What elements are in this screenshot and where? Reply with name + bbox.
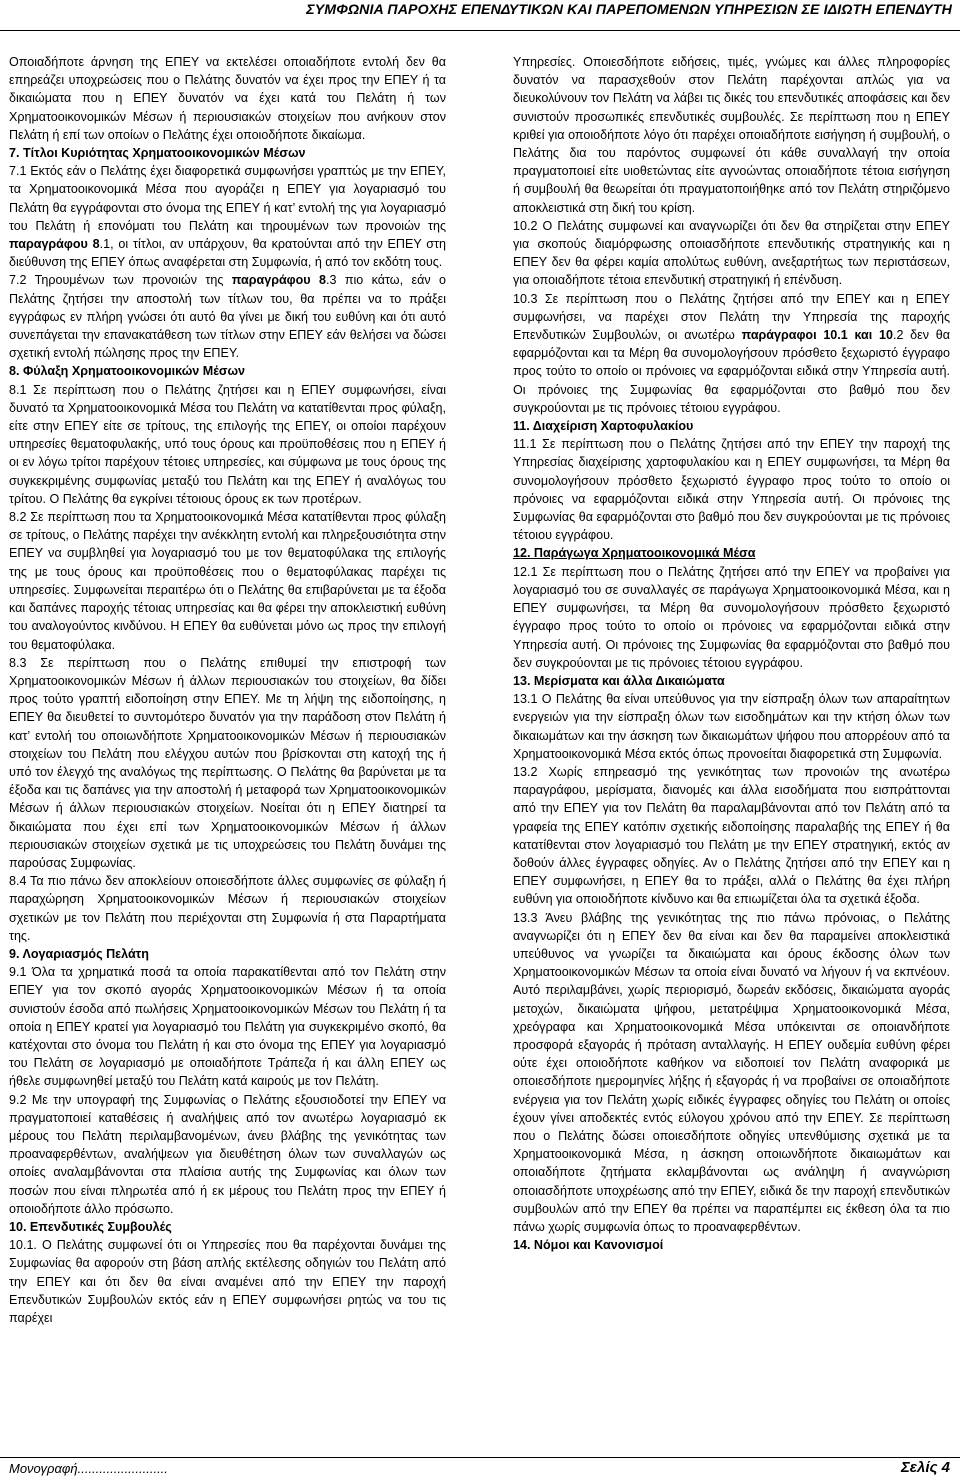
section-heading-14: 14. Νόμοι και Κανονισμοί [513, 1238, 664, 1253]
paragraph-10-2: 10.2 Ο Πελάτης συμφωνεί και αναγνωρίζει ότι δεν θα στηρίζεται στην ΕΠΕΥ για σκοπούς διαμόρφωσης οποιασδήποτε επενδυτικής στρατηγικής και η ΕΠΕΥ δεν θα φέρει καμία απολύτως ευθύνη, ανεξαρτήτως των περιστάσεων, για οποιαδήποτε τέτοια επενδυτική στρατηγική ή επένδυση. [513, 218, 950, 288]
paragraph-8-1: 8.1 Σε περίπτωση που ο Πελάτης ζητήσει και η ΕΠΕΥ συμφωνήσει, είναι δυνατό τα Χρηματοοικονομικά Μέσα του Πελάτη να κατατίθενται προς φύλαξη, είτε στην ΕΠΕΥ είτε σε τρίτους, της επιλογής της ΕΠΕΥ, οι οποίοι παρέχουν υπηρεσίες θεματοφυλακής, υπό τους όρους και προϋποθέσεις που η ΕΠΕΥ ή οι εν λόγω τρίτοι παρέχουν τέτοιες υπηρεσίες, και σύμφωνα με τους όρους της συγκεκριμένης συμφωνίας μεταξύ του Πελάτη και της ΕΠΕΥ ή αναλόγως του τρίτου. Ο Πελάτης θα εγκρίνει τέτοιους όρους εκ των προτέρων. [9, 382, 446, 506]
paragraph-8-3: 8.3 Σε περίπτωση που ο Πελάτης επιθυμεί την επιστροφή των Χρηματοοικονομικών Μέσων ή άλλων περιουσιακών του στοιχείων, θα δίδει προς τούτο γραπτή ειδοποίηση στην ΕΠΕΥ. Με τη λήψη της ειδοποίησης, η ΕΠΕΥ θα διευθετεί το συντομότερο δυνατόν για την παράδοση στον Πελάτη ή κατ’ εντολή του οποιωνδήποτε Χρηματοοικονομικών Μέσων ή περιουσιακών στοιχείων του Πελάτη που ελέγχου αυτών που βρίσκονται στη κατοχή της ή υπό τον έλεγχό της αναλόγως της περίπτωσης. Ο Πελάτης θα βαρύνεται με τα έξοδα και τις δαπάνες για την αποστολή ή μεταφορά των Χρηματοοικονομικών Μέσων ή άλλων περιουσιακών στοιχείων. Νοείται ότι η ΕΠΕΥ διατηρεί τα δικαιώματα που έχει επί των Χρηματοοικονομικών Μέσων ή άλλων περιουσιακών στοιχείων σχετικά με τις υποχρεώσεις του Πελάτη δυνάμει της παρούσας Συμφωνίας. [9, 655, 446, 870]
document-title: ΣΥΜΦΩΝΙΑ ΠΑΡΟΧΗΣ ΕΠΕΝΔΥΤΙΚΩΝ ΚΑΙ ΠΑΡΕΠΟΜΕΝΩΝ ΥΠΗΡΕΣΙΩΝ ΣΕ ΙΔΙΩΤΗ ΕΠΕΝΔΥΤΗ [306, 2, 952, 18]
paragraph-7-1: 7.1 Εκτός εάν ο Πελάτης έχει διαφορετικά συμφωνήσει γραπτώς με την ΕΠΕΥ, τα Χρηματοοικονομικά Μέσα που αγοράζει η ΕΠΕΥ για λογαριασμό του Πελάτη θα εγγράφονται στο όνομα της ΕΠΕΥ ή κατ’ εντολή της για λογαριασμό του Πελάτη ή επονόματι του Πελάτη και τηρουμένων των προνοιών της παραγράφου 8.1, οι τίτλοι, αν υπάρχουν, θα κρατούνται από την ΕΠΕΥ στη διεύθυνση της ΕΠΕΥ όπως αναφέρεται στη Συμφωνία, ή από τον εκδότη τους. [9, 164, 446, 270]
paragraph-8-4: 8.4 Τα πιο πάνω δεν αποκλείουν οποιεσδήποτε άλλες συμφωνίες σε φύλαξη ή παραχώρηση Χρηματοοικονομικών Μέσων ή περιουσιακών στοιχείων σχετικών με τον Πελάτη που περιέχονται στη Συμφωνία ή στα Παραρτήματα της. [9, 874, 446, 943]
section-heading-10: 10. Επενδυτικές Συμβουλές [9, 1220, 172, 1234]
paragraph-12-1: 12.1 Σε περίπτωση που ο Πελάτης ζητήσει από την ΕΠΕΥ να προβαίνει για λογαριασμό του σε συναλλαγές σε παράγωγα Χρηματοοικονομικά Μέσα, και η ΕΠΕΥ συμφωνήσει, τα Μέρη θα συνομολογήσουν πρόσθετο ξεχωριστό έγγραφο προς τούτο το οποίο οι πρόνοιες να εφαρμόζονται ειδικά στην Υπηρεσία αυτή. Οι πρόνοιες της Συμφωνίας θα εφαρμόζονται στο βαθμό που δεν συγκρούονται με τις πρόνοιες τέτοιου εγγράφου. [513, 564, 950, 670]
paragraph-13-3: 13.3 Άνευ βλάβης της γενικότητας της πιο πάνω πρόνοιας, ο Πελάτης αναγνωρίζει ότι η ΕΠΕΥ δεν θα είναι και δεν θα παραμείνει αποκλειστικά υπεύθυνος να γνωρίζει τα δικαιώματα και όρους έκδοσης όλων των Χρηματοοικονομικών Μέσων τα οποία είναι δυνατό να λήγουν ή να εκπνέουν. Αυτό περιλαμβάνει, χωρίς περιορισμό, δωρεάν εκδόσεις, δικαιώματα αγοράς μετοχών, δικαιώματα ψήφου, μετατρέψιμα Χρηματοοικονομικά Μέσα, χρεόγραφα και Χρηματοοικονομικά Μέσα υπόκεινται σε οποιανδήποτε προσφορά εξαγοράς ή πρόταση ανταλλαγής. Η ΕΠΕΥ ουδεμία ευθύνη φέρει ούτε έχει οποιοδήποτε καθήκον να ειδοποιεί τον Πελάτη αναφορικά με οποιεσδήποτε ημερομηνίες λήξης ή εξαγοράς ή να προβαίνει σε οποιαδήποτε ενέργεια για τον Πελάτη χωρίς ειδικές έγγραφες οδηγίες του Πελάτη οι οποίες έχουν γίνει αποδεκτές εντός εύλογου χρόνου από την ΕΠΕΥ. Σε περίπτωση που ο Πελάτης δώσει οποιεσδήποτε οδηγίες υπενθύμισης σχετικά με τα Χρηματοοικονομικά Μέσα, η άσκηση οποιωνδήποτε δικαιωμάτων και οποιαδήποτε ζητήματα εκλαμβάνονται ως ανάληψη ή αναγνώριση οποιασδήποτε υποχρέωσης από την ΕΠΕΥ, ειδικά δε την παροχή επενδυτικών συμβουλών από την ΕΠΕΥ θα πρέπει να παραπέμπει εις έκθεση όλα τα πιο πάνω χωρίς συμφωνία όπως το προαναφερθέντων. [513, 910, 950, 1234]
paragraph-9-1: 9.1 Όλα τα χρηματικά ποσά τα οποία παρακατίθενται από τον Πελάτη στην ΕΠΕΥ για τον σκοπό αγοράς Χρηματοοικονομικών Μέσων ή τα οποία συνιστούν έσοδα από πωλήσεις Χρηματοοικονομικών Μέσων του Πελάτη ή τα οποία η ΕΠΕΥ κρατεί για λογαριασμό του Πελάτη για συγκεκριμένο σκοπό, θα κατέχονται στο όνομα του Πελάτη ή και στο όνομα της ΕΠΕΥ για λογαριασμό του Πελάτη σε λογαριασμό με οποιαδήποτε Τράπεζα ή και άλλη ΕΠΕΥ ως ήθελε συμφωνηθεί μεταξύ του Πελάτη κατά καιρούς με τον Πελάτη. [9, 965, 446, 1089]
paragraph-10-3: 10.3 Σε περίπτωση που ο Πελάτης ζητήσει από την ΕΠΕΥ και η ΕΠΕΥ συμφωνήσει, να παρέχει στον Πελάτη την Υπηρεσία της παροχής Επενδυτικών Συμβουλών, οι ανωτέρω παράγραφοι 10.1 και 10.2 δεν θα εφαρμόζονται και τα Μέρη θα συνομολογήσουν πρόσθετο ξεχωριστό έγγραφο προς τούτο το οποίο οι πρόνοιες να εφαρμόζονται ειδικά στην Υπηρεσία αυτή. Οι πρόνοιες της Συμφωνίας θα εφαρμόζονται στο βαθμό που δεν συγκρούονται με τις πρόνοιες τέτοιου εγγράφου. [513, 291, 950, 415]
page-footer [0, 1457, 960, 1480]
paragraph-11-1: 11.1 Σε περίπτωση που ο Πελάτης ζητήσει από την ΕΠΕΥ την παροχή της Υπηρεσίας διαχείρισης χαρτοφυλακίου και η ΕΠΕΥ συμφωνήσει, τα Μέρη θα συνομολογήσουν πρόσθετο ξεχωριστό έγγραφο προς τούτο το οποίο οι πρόνοιες να εφαρμόζονται ειδικά στην Υπηρεσία αυτή. Οι πρόνοιες της Συμφωνίας θα εφαρμόζονται στο βαθμό που δεν συγκρούονται με τις πρόνοιες τέτοιου εγγράφου. [513, 437, 950, 543]
paragraph-13-2: 13.2 Χωρίς επηρεασμό της γενικότητας των προνοιών της ανωτέρω παραγράφου, μερίσματα, διανομές και άλλα εισοδήματα που εισπράττονται από την ΕΠΕΥ για τον Πελάτη θα παραλαμβάνονται από τον Πελάτη από τα γραφεία της ΕΠΕΥ κατόπιν σχετικής ειδοποίησης παραλαβής της ΕΠΕΥ ή θα κατατίθενται στον λογαριασμό του Πελάτη με την ΕΠΕΥ στρατηγική, εκτός αν δοθούν άλλες έγγραφες οδηγίες. Αν ο Πελάτης ζητήσει από την ΕΠΕΥ και η ΕΠΕΥ συμφωνήσει, η ΕΠΕΥ θα το πράξει, αλλά ο Πελάτης θα έχει πλήρη ευθύνη για οποιοδήποτε κίνδυνο και θα επιωμίζεται όλα τα σχετικά έξοδα. [513, 764, 950, 907]
section-heading-12: 12. Παράγωγα Χρηματοοικονομικά Μέσα [513, 546, 756, 561]
section-heading-7: 7. Τίτλοι Κυριότητας Χρηματοοικονομικών Μέσων [9, 146, 306, 161]
paragraph-10-1-continued: Υπηρεσίες. Οποιεσδήποτε ειδήσεις, τιμές, γνώμες και άλλες πληροφορίες δυνατόν να παρασχεθούν στον Πελάτη παρέχονται απλώς για να διευκολύνουν τον Πελάτη να λάβει τις δικές του επενδυτικές αποφάσεις και δεν συνιστούν προσωπικές επενδυτικές συμβουλές. Σε περίπτωση που η ΕΠΕΥ κριθεί για οποιοδήποτε λόγο ότι παρέχει οποιαδήποτε εισήγηση ή συμβουλή, ο Πελάτης δια του παρόντος συμφωνεί ότι κάθε συναλλαγή την οποία πραγματοποιεί είτε υιοθετώντας είτε αγνοώντας οποιαδήποτε τέτοια εισήγηση ή συμβουλή θα θεωρείται ότι πραγματοποιήθηκε από τον Πελάτη στηριζόμενο αποκλειστικά στη δική του κρίση. [513, 55, 950, 215]
paragraph-intro: Οποιαδήποτε άρνηση της ΕΠΕΥ να εκτελέσει οποιαδήποτε εντολή δεν θα επηρεάζει υποχρεώσεις που ο Πελάτης δυνατόν να έχει προς την ΕΠΕΥ ή τα δικαιώματα που η ΕΠΕΥ δυνατόν να έχει κατά του Πελάτη ή των Χρηματοοικονομικών Μέσων ή περιουσιακών στοιχείων που ανήκουν στον Πελάτη ή επί των οποίων ο Πελάτης έχει οποιοδήποτε δικαίωμα. [9, 55, 446, 142]
paragraph-13-1: 13.1 Ο Πελάτης θα είναι υπεύθυνος για την είσπραξη όλων των απαραίτητων ενεργειών για την είσπραξη όλων των εισοδημάτων και την κτήση όλων των δικαιωμάτων και την άσκηση των δικαιωμάτων ψήφου που απορρέουν από τα Χρηματοοικονομικά Μέσα εκτός όπως προνοείται διαφορετικά στη Συμφωνία. [513, 692, 950, 761]
section-heading-13: 13. Μερίσματα και άλλα Δικαιώματα [513, 673, 725, 688]
page-header [0, 0, 960, 31]
left-column [9, 53, 446, 1327]
paragraph-7-2: 7.2 Τηρουμένων των προνοιών της παραγράφου 8.3 πιο κάτω, εάν ο Πελάτης ζητήσει την αποστολή των τίτλων του, θα πρέπει να το πράξει εγγράφως εν πλήρη γνώσει ότι αυτό θα γίνει με δική του ευθύνη και ότι αυτό συνεπάγεται την επανακατάθεση των τίτλων στην ΕΠΕΥ εάν θελήσει να δώσει σχετική εντολή πώλησης προς την ΕΠΕΥ. [9, 273, 446, 361]
right-column [513, 53, 950, 1254]
page-number: Σελίς 4 [900, 1459, 950, 1476]
section-heading-8: 8. Φύλαξη Χρηματοοικονομικών Μέσων [9, 364, 246, 379]
paragraph-8-2: 8.2 Σε περίπτωση που τα Χρηματοοικονομικά Μέσα κατατίθενται προς φύλαξη σε τρίτους, ο Πελάτης παρέχει την ανέκκλητη εντολή και πληρεξουσιότητα στην ΕΠΕΥ να συμβληθεί για λογαριασμό του με τον θεματοφύλακα της επιλογής της με τους όρους και προϋποθέσεις που ο θεματοφύλακας παρέχει τις υπηρεσίες. Συμφωνείται περαιτέρω ότι ο Πελάτης θα επιβαρύνεται με τα έξοδα και δαπάνες παροχής τέτοιας υπηρεσίας και θα φέρει την αποκλειστική ευθύνη του αναλογούντος κινδύνου. Η ΕΠΕΥ θα ευθύνεται μόνο ως προς την επιλογή του θεματοφύλακα. [9, 510, 446, 652]
paragraph-9-2: 9.2 Με την υπογραφή της Συμφωνίας ο Πελάτης εξουσιοδοτεί την ΕΠΕΥ να πραγματοποιεί καταθέσεις ή αναλήψεις από τον ανωτέρω λογαριασμό εκ μέρους του Πελάτη περιλαμβανομένων, άνευ βλάβης της γενικότητας των προαναφερθέντων, αναλήψεων για διευθέτηση όλων των συναλλαγών ως οποίες αναλαμβάνονται στα πλαίσια αυτής της Συμφωνίας και όλων των ποσών που είναι πληρωτέα από ή εκ μέρους του Πελάτη προς την ΕΠΕΥ ή οποιοδήποτε άλλο πρόσωπο. [9, 1092, 446, 1216]
section-heading-11: 11. Διαχείριση Χαρτοφυλακίου [513, 419, 694, 434]
section-heading-9: 9. Λογαριασμός Πελάτη [9, 946, 149, 961]
paragraph-10-1: 10.1. Ο Πελάτης συμφωνεί ότι οι Υπηρεσίες που θα παρέχονται δυνάμει της Συμφωνίας θα αφορούν στη βάση απλής εκτέλεσης οδηγιών του Πελάτη από την ΕΠΕΥ και ότι δεν θα είναι αναμένει από την ΕΠΕΥ την παροχή Επενδυτικών Συμβουλών εκτός εάν η ΕΠΕΥ συμφωνήσει ρητώς να του τις παρέχει [9, 1238, 446, 1326]
initials-line: Μονογραφή......................... [9, 1461, 168, 1476]
